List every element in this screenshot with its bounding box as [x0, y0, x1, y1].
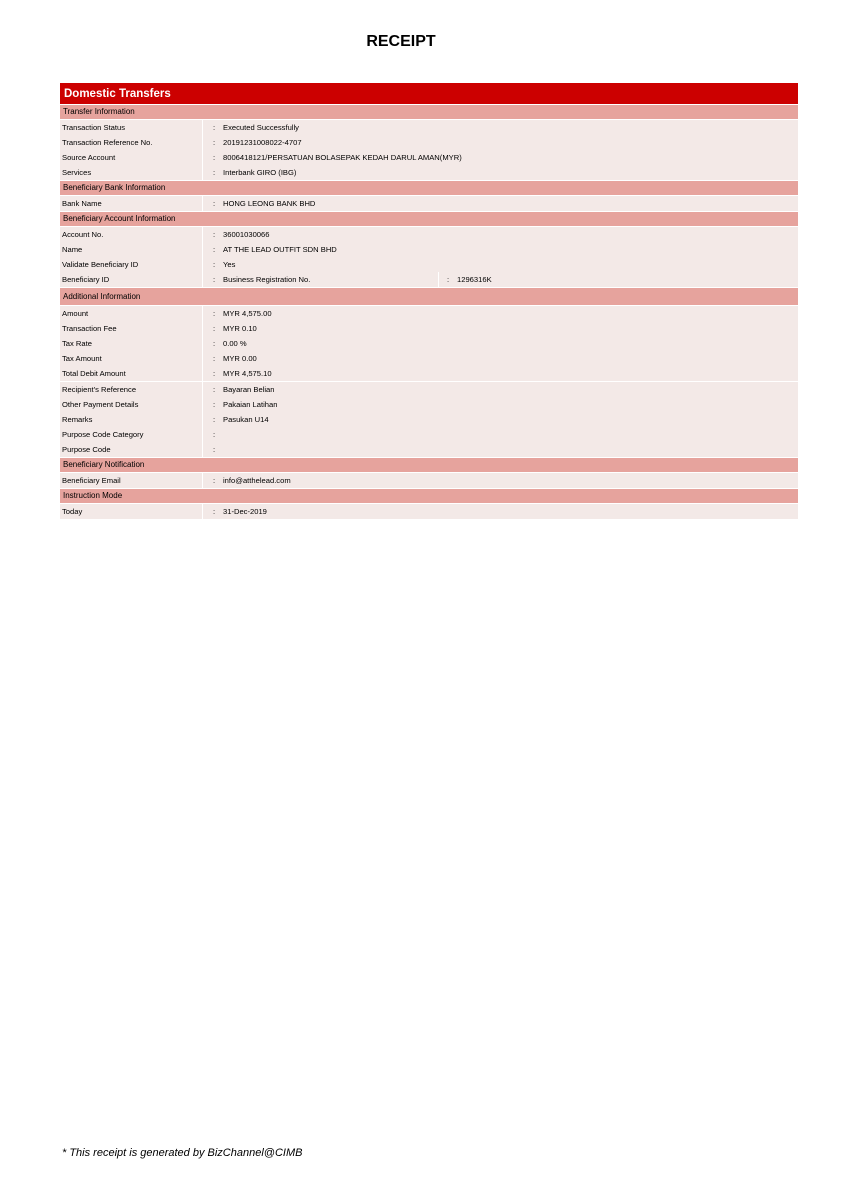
field-value: Executed Successfully	[223, 123, 299, 132]
field-row	[60, 366, 798, 381]
field-label: Purpose Code Category	[60, 427, 203, 442]
field-value: MYR 4,575.00	[223, 309, 272, 318]
field-separator: :	[213, 369, 216, 378]
receipt-sections	[60, 105, 798, 520]
transfer-type-banner: Domestic Transfers	[60, 83, 798, 105]
receipt-table	[60, 83, 798, 520]
field-separator: :	[213, 354, 216, 363]
field-value: 0.00 %	[223, 339, 247, 348]
field-value: MYR 0.10	[223, 324, 257, 333]
field-value: 20191231008022-4707	[223, 138, 302, 147]
field-label: Transaction Fee	[60, 321, 203, 336]
field-label: Transaction Reference No.	[60, 135, 203, 150]
section-header: Transfer Information	[60, 105, 798, 120]
field-row	[60, 382, 798, 397]
field-row	[60, 427, 798, 442]
field-label: Validate Beneficiary ID	[60, 257, 203, 272]
field-row	[60, 351, 798, 366]
field-separator: :	[213, 168, 216, 177]
field-value: Bayaran Belian	[223, 385, 275, 394]
field-row	[60, 272, 798, 287]
field-group	[60, 196, 798, 212]
field-label: Services	[60, 165, 203, 180]
field-row	[60, 442, 798, 457]
field-row	[60, 412, 798, 427]
field-label: Recipient's Reference	[60, 382, 203, 397]
field-value: Pakaian Latihan	[223, 400, 278, 409]
section-header: Beneficiary Bank Information	[60, 181, 798, 196]
field-value: 31-Dec-2019	[223, 507, 267, 516]
field-group	[60, 382, 798, 458]
field-row	[60, 150, 798, 165]
field-label: Total Debit Amount	[60, 366, 203, 381]
field-value: 8006418121/PERSATUAN BOLASEPAK KEDAH DARUL AMAN(MYR)	[223, 153, 462, 162]
field-label: Amount	[60, 306, 203, 321]
field-separator: :	[213, 138, 216, 147]
field-group	[60, 120, 798, 181]
field-row	[60, 196, 798, 211]
field-value: 36001030066	[223, 230, 270, 239]
field-separator: :	[213, 339, 216, 348]
field-row	[60, 227, 798, 242]
field-value: Yes	[223, 260, 236, 269]
field-label: Source Account	[60, 150, 203, 165]
field-separator: :	[213, 275, 216, 284]
field-separator: :	[213, 430, 216, 439]
page-title	[0, 33, 842, 51]
field-row	[60, 120, 798, 135]
field-row	[60, 135, 798, 150]
field-row	[60, 242, 798, 257]
field-row	[60, 504, 798, 519]
field-separator: :	[213, 324, 216, 333]
field-group	[60, 504, 798, 520]
field-label: Account No.	[60, 227, 203, 242]
field-value-secondary: 1296316K	[457, 275, 492, 284]
section-header: Additional Information	[60, 288, 798, 306]
field-value: AT THE LEAD OUTFIT SDN BHD	[223, 245, 337, 254]
field-separator: :	[447, 275, 450, 284]
field-label: Purpose Code	[60, 442, 203, 457]
field-value: HONG LEONG BANK BHD	[223, 199, 316, 208]
field-separator: :	[213, 385, 216, 394]
field-separator: :	[213, 415, 216, 424]
field-separator: :	[213, 260, 216, 269]
field-value: MYR 0.00	[223, 354, 257, 363]
field-separator: :	[213, 230, 216, 239]
field-row	[60, 306, 798, 321]
field-separator: :	[213, 153, 216, 162]
field-row	[60, 397, 798, 412]
field-value: Business Registration No.	[223, 272, 439, 287]
field-row	[60, 165, 798, 180]
field-separator: :	[213, 476, 216, 485]
field-separator: :	[213, 445, 216, 454]
field-value: Pasukan U14	[223, 415, 269, 424]
field-label: Remarks	[60, 412, 203, 427]
field-group	[60, 306, 798, 382]
section-header: Instruction Mode	[60, 489, 798, 504]
field-label: Name	[60, 242, 203, 257]
field-separator: :	[213, 123, 216, 132]
footer-note: * This receipt is generated by BizChannel@CIMB	[62, 1147, 303, 1159]
field-row	[60, 257, 798, 272]
field-separator: :	[213, 199, 216, 208]
section-header: Beneficiary Account Information	[60, 212, 798, 227]
field-value: Interbank GIRO (IBG)	[223, 168, 297, 177]
field-label: Beneficiary Email	[60, 473, 203, 488]
field-group	[60, 473, 798, 489]
field-separator: :	[213, 400, 216, 409]
field-separator: :	[213, 507, 216, 516]
field-label: Today	[60, 504, 203, 519]
field-separator: :	[213, 245, 216, 254]
field-label: Tax Amount	[60, 351, 203, 366]
field-label: Other Payment Details	[60, 397, 203, 412]
field-row	[60, 336, 798, 351]
field-group	[60, 227, 798, 288]
field-value: MYR 4,575.10	[223, 369, 272, 378]
page-title-text: RECEIPT	[366, 33, 436, 50]
field-label: Transaction Status	[60, 120, 203, 135]
field-label: Beneficiary ID	[60, 272, 203, 287]
field-label: Tax Rate	[60, 336, 203, 351]
section-header: Beneficiary Notification	[60, 458, 798, 473]
field-row	[60, 321, 798, 336]
field-value	[223, 427, 798, 442]
field-separator: :	[213, 309, 216, 318]
field-row	[60, 473, 798, 488]
field-label: Bank Name	[60, 196, 203, 211]
field-value	[223, 442, 798, 457]
field-value: info@atthelead.com	[223, 476, 291, 485]
